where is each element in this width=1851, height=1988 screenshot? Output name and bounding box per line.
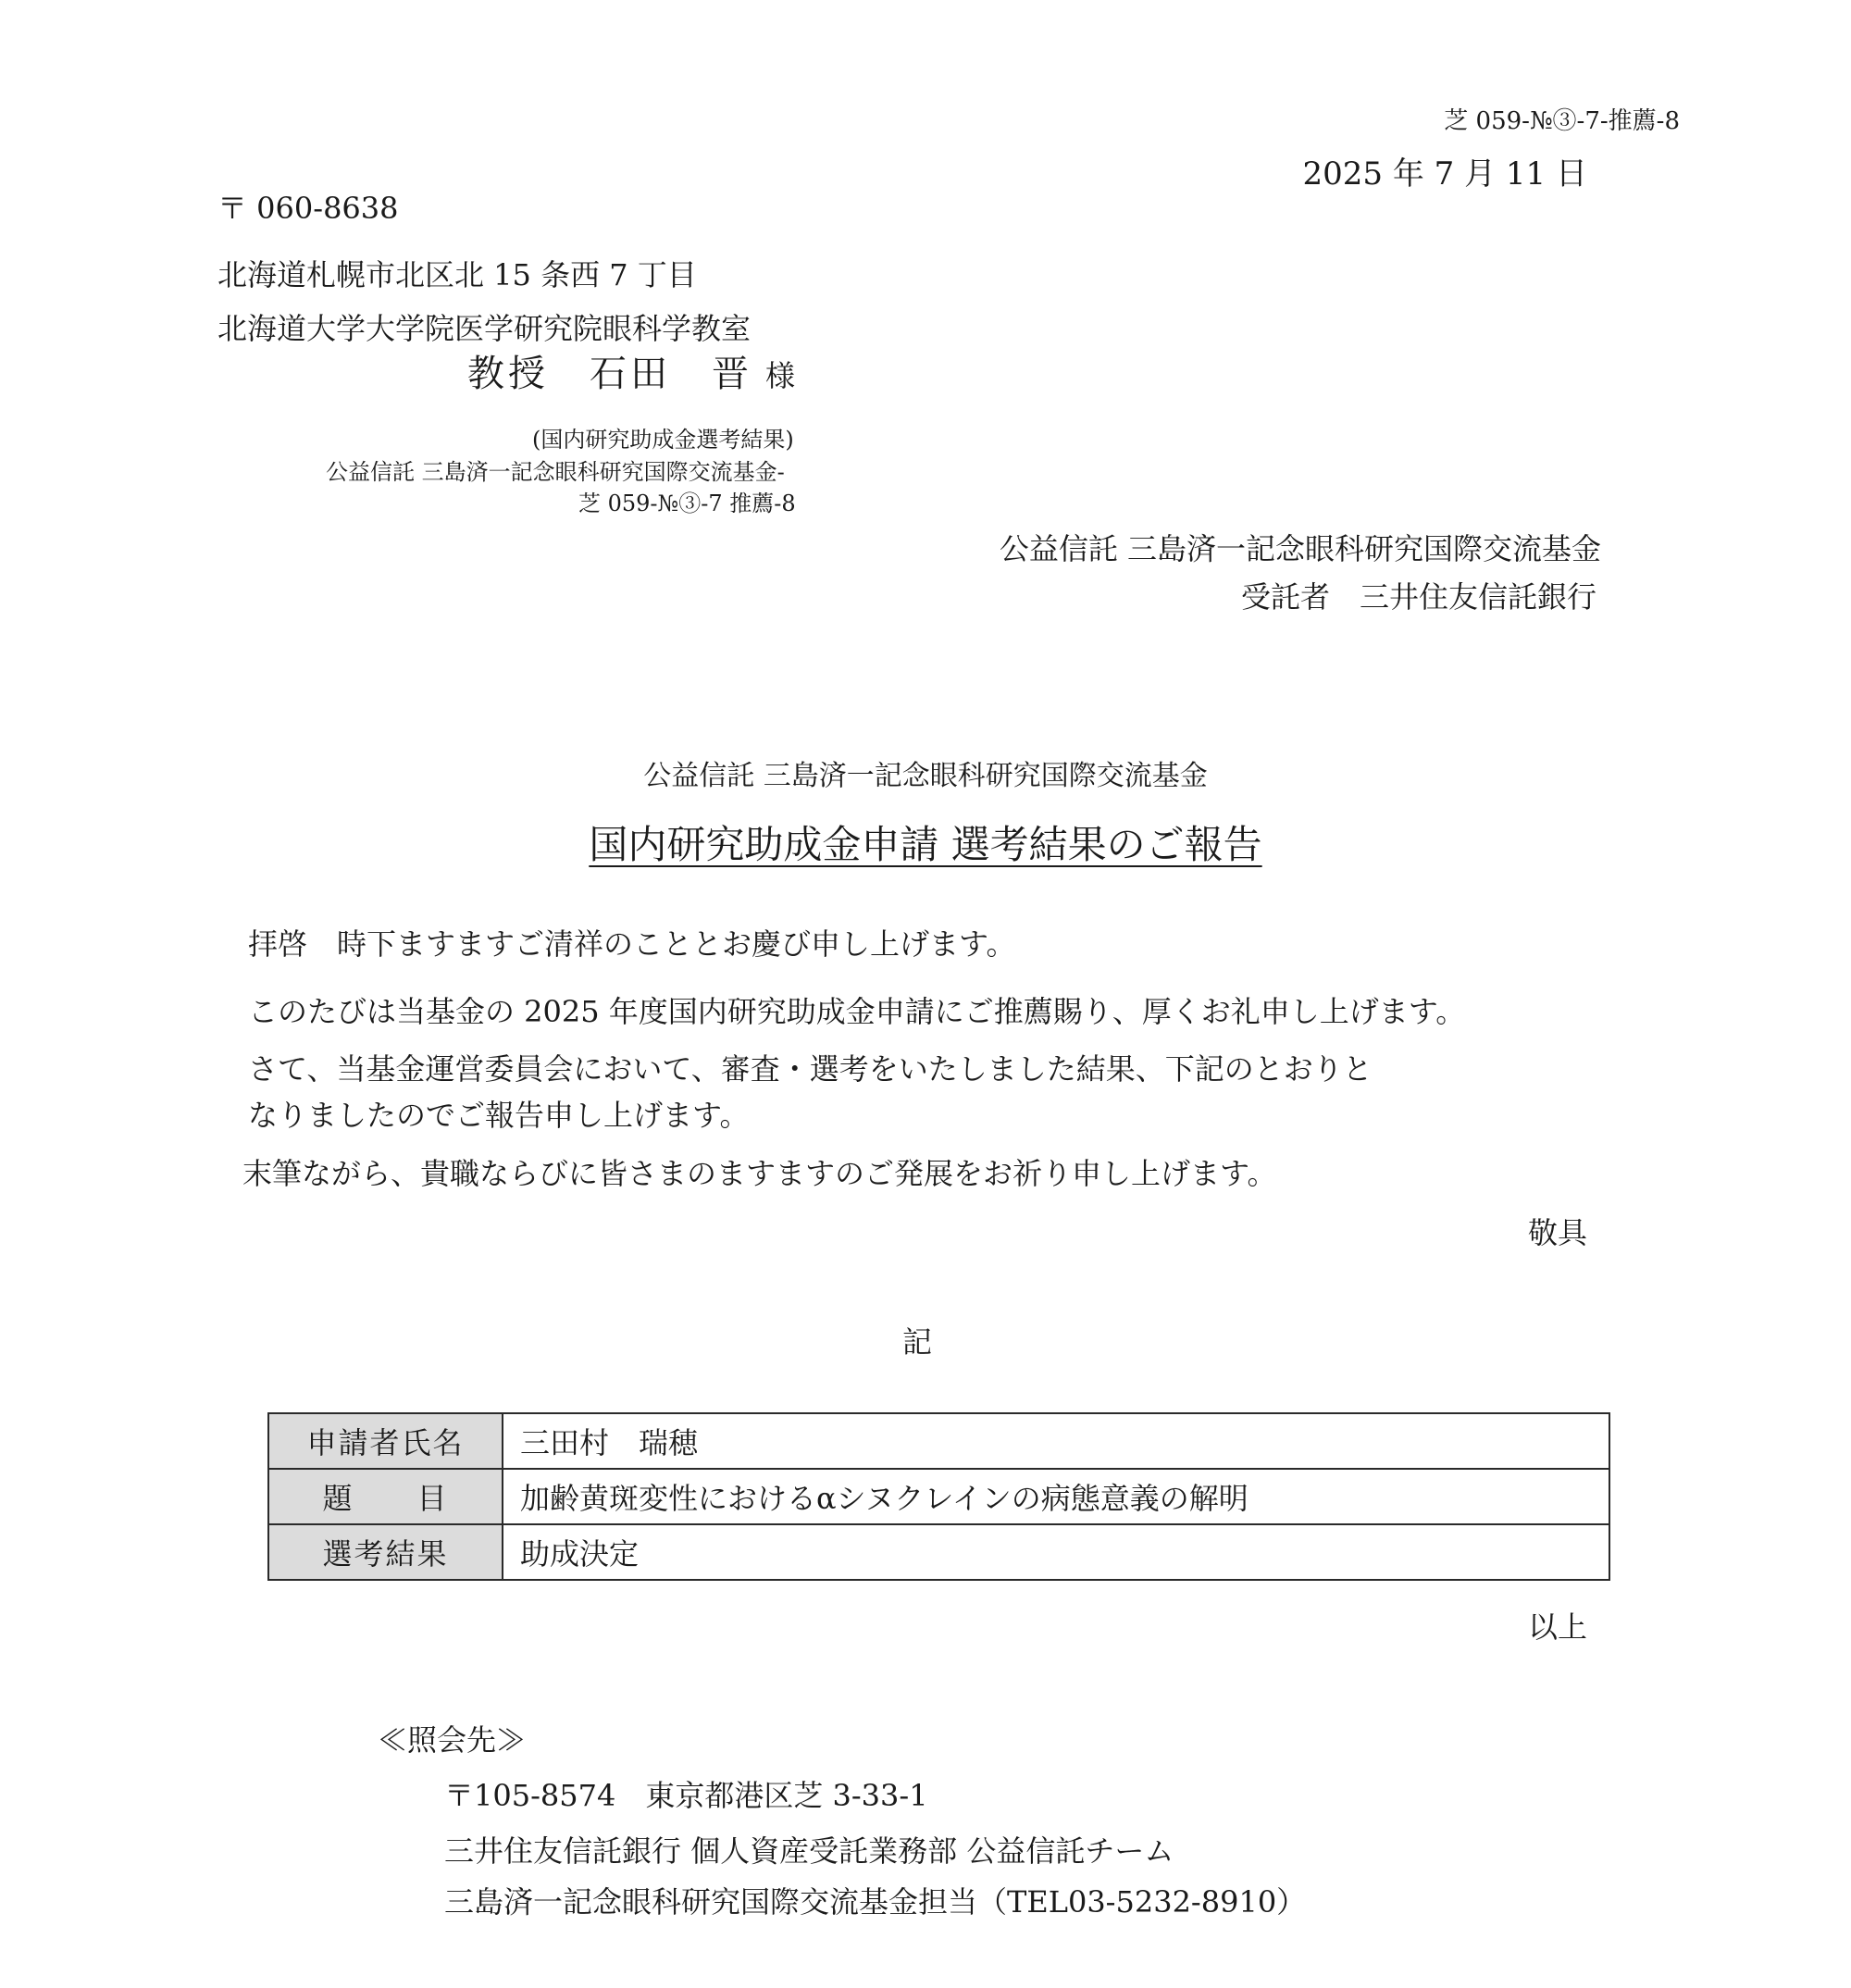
- body-paragraph-3b: なりましたのでご報告申し上げます。: [248, 1098, 750, 1133]
- body-paragraph-4: 末筆ながら、貴職ならびに皆さまのますますのご発展をお祈り申し上げます。: [242, 1156, 1277, 1191]
- letter-title: 国内研究助成金申請 選考結果のご報告: [589, 822, 1262, 867]
- table-label: 選考結果: [268, 1524, 503, 1580]
- body-paragraph-3a: さて、当基金運営委員会において、審査・選考をいたしました結果、下記のとおりと: [248, 1051, 1373, 1087]
- contact-address: 〒105-8574 東京都港区芝 3-33-1: [444, 1778, 928, 1813]
- table-row: [268, 1413, 1609, 1469]
- contact-department: 三井住友信託銀行 個人資産受託業務部 公益信託チーム: [444, 1833, 1174, 1869]
- table-value: 助成決定: [503, 1524, 1609, 1580]
- letter-date: 2025 年 7 月 11 日: [1302, 155, 1587, 193]
- contact-heading: ≪照会先≫: [378, 1722, 527, 1758]
- body-paragraph-2: このたびは当基金の 2025 年度国内研究助成金申請にご推薦賜り、厚くお礼申し上げます。: [248, 994, 1466, 1029]
- stamp-line-2: 公益信託 三島済一記念眼科研究国際交流基金-: [326, 459, 785, 485]
- recipient-address: 北海道札幌市北区北 15 条西 7 丁目: [217, 257, 697, 292]
- ki-mark: 記: [902, 1324, 933, 1360]
- closing-keigu: 敬具: [1527, 1215, 1587, 1250]
- letter-title-wrap: [0, 814, 1851, 870]
- table-label: 題 目: [268, 1469, 503, 1524]
- sender-trustee: 受託者 三井住友信託銀行: [1240, 579, 1596, 615]
- stamp-line-1: (国内研究助成金選考結果): [532, 427, 794, 453]
- letter-fund-name: 公益信託 三島済一記念眼科研究国際交流基金: [643, 760, 1208, 792]
- reference-number: 芝 059-№③-7-推薦-8: [1444, 107, 1680, 135]
- result-table: [267, 1412, 1610, 1581]
- end-mark: 以上: [1527, 1609, 1587, 1645]
- sender-fund-name: 公益信託 三島済一記念眼科研究国際交流基金: [999, 531, 1601, 566]
- recipient-name-line: [467, 344, 799, 397]
- recipient-name: 教授 石田 晋: [467, 353, 752, 395]
- table-row: [268, 1524, 1609, 1580]
- body-paragraph-1: 拝啓 時下ますますご清祥のこととお慶び申し上げます。: [248, 926, 1016, 962]
- table-row: [268, 1469, 1609, 1524]
- table-value: 加齢黄斑変性におけるαシヌクレインの病態意義の解明: [503, 1469, 1609, 1524]
- recipient-honorific: 様: [765, 358, 800, 393]
- contact-phone: 三島済一記念眼科研究国際交流基金担当（TEL03-5232-8910）: [444, 1884, 1307, 1920]
- table-value: 三田村 瑞穂: [503, 1413, 1609, 1469]
- table-label: 申請者氏名: [268, 1413, 503, 1469]
- recipient-organization: 北海道大学大学院医学研究院眼科学教室: [217, 311, 752, 346]
- stamp-line-3: 芝 059-№③-7 推薦-8: [578, 491, 796, 516]
- recipient-postal-code: 〒 060-8638: [217, 191, 399, 226]
